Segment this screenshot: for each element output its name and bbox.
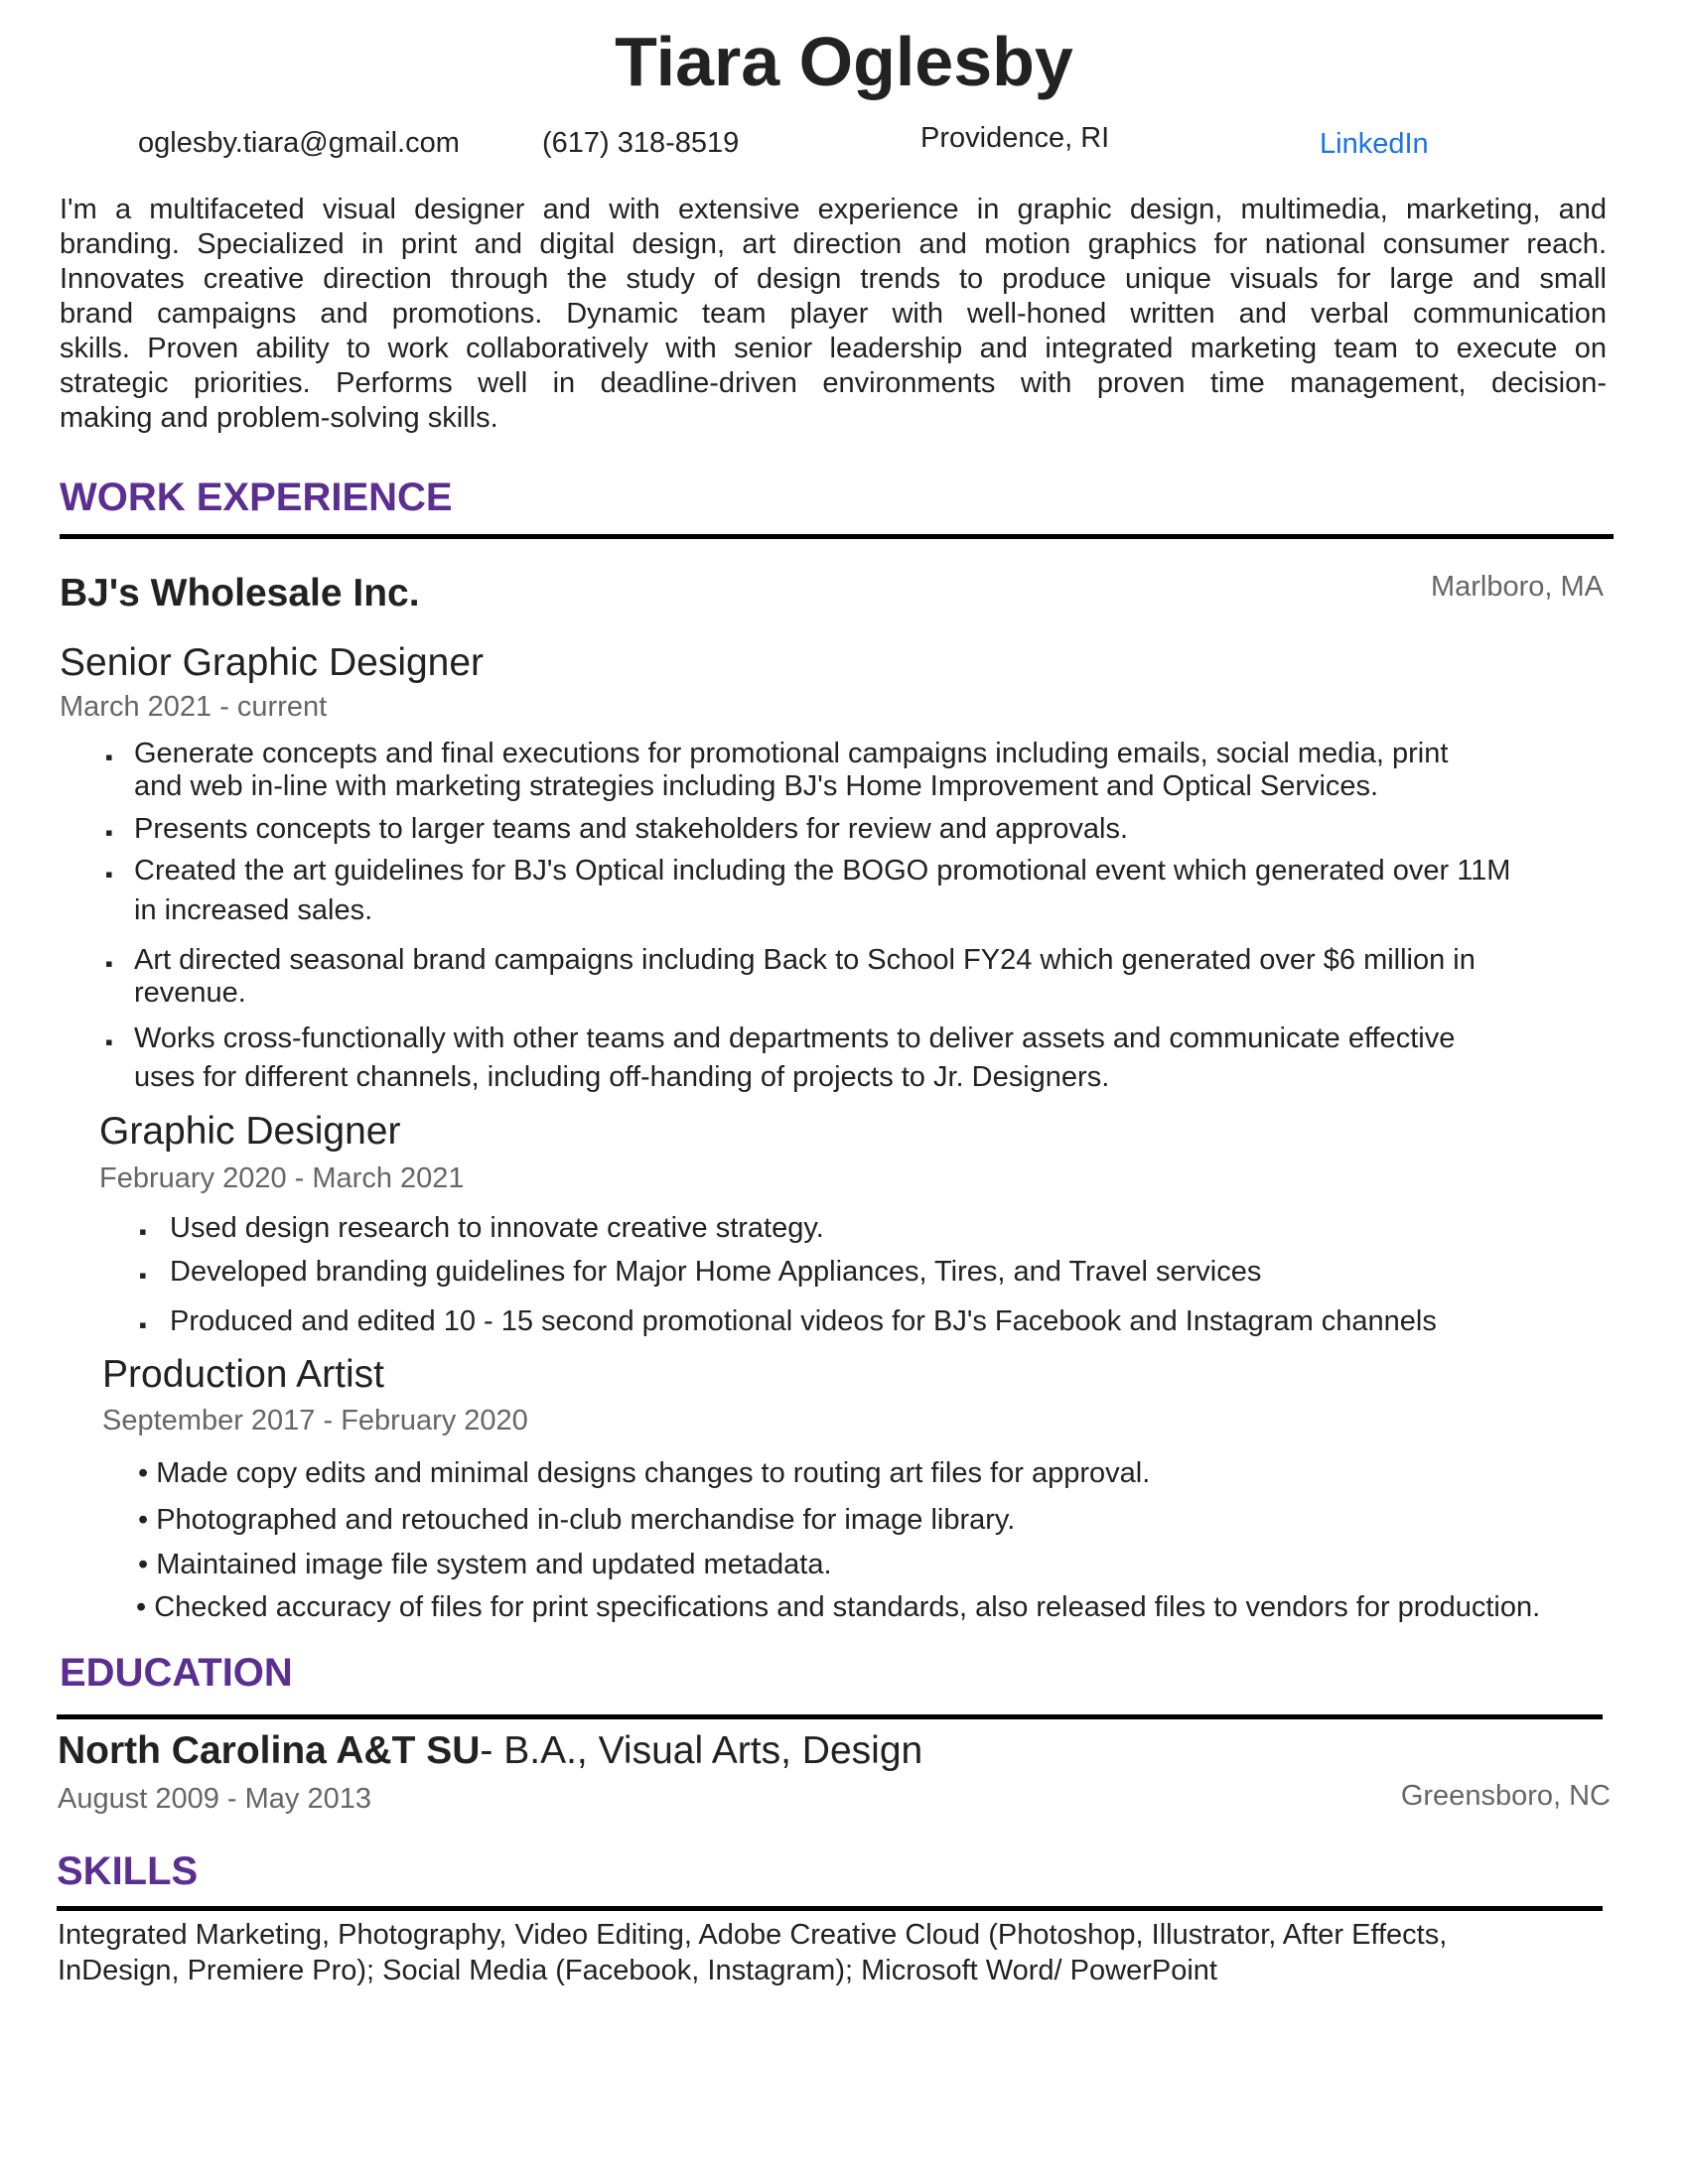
bullet-line: Used design research to innovate creative strategy. xyxy=(170,1212,824,1244)
bullet-line: Produced and edited 10 - 15 second promotional videos for BJ's Facebook and Instagram channels xyxy=(170,1305,1437,1337)
summary-line: I'm a multifaceted visual designer and with extensive experience in graphic design, multimedia, marketing, and xyxy=(60,194,1607,225)
bullet-line: in increased sales. xyxy=(134,894,373,926)
skills-line: Integrated Marketing, Photography, Video Editing, Adobe Creative Cloud (Photoshop, Illustrator, After Effects, xyxy=(58,1919,1448,1951)
role-dates: September 2017 - February 2020 xyxy=(102,1405,528,1436)
company-location: Marlboro, MA xyxy=(1430,571,1604,603)
skills-line: InDesign, Premiere Pro); Social Media (Facebook, Instagram); Microsoft Word/ PowerPoint xyxy=(58,1955,1217,1986)
summary-line: strategic priorities. Performs well in deadline-driven environments with proven time management, decision- xyxy=(60,367,1607,399)
bullet-line: Created the art guidelines for BJ's Optical including the BOGO promotional event which generated over 11M xyxy=(134,855,1511,887)
education-entry xyxy=(58,1728,922,1775)
linkedin-link[interactable]: LinkedIn xyxy=(1320,128,1429,160)
summary-line: branding. Specialized in print and digital design, art direction and motion graphics for national consumer reach. xyxy=(60,228,1607,260)
degree: - B.A., Visual Arts, Design xyxy=(480,1729,923,1772)
bullet-line: revenue. xyxy=(134,977,246,1009)
school-name: North Carolina A&T SU xyxy=(58,1729,481,1772)
summary-line: Innovates creative direction through the study of design trends to produce unique visuals for large and small xyxy=(60,263,1607,295)
summary-line: brand campaigns and promotions. Dynamic team player with well-honed written and verbal communication xyxy=(60,298,1607,330)
section-heading-work: WORK EXPERIENCE xyxy=(60,476,453,519)
role-dates: February 2020 - March 2021 xyxy=(99,1162,465,1194)
contact-phone: (617) 318-8519 xyxy=(542,127,740,159)
bullet-line: • Photographed and retouched in-club merchandise for image library. xyxy=(138,1504,1016,1536)
bullet-line: • Checked accuracy of files for print specifications and standards, also released files to vendors for production. xyxy=(136,1591,1541,1623)
bullet-line: Presents concepts to larger teams and stakeholders for review and approvals. xyxy=(134,813,1129,845)
role-title: Production Artist xyxy=(102,1353,384,1396)
contact-location: Providence, RI xyxy=(920,122,1110,154)
bullet-icon: ▪ xyxy=(105,1029,113,1054)
section-heading-education: EDUCATION xyxy=(60,1651,293,1695)
bullet-line: Works cross-functionally with other teams and departments to deliver assets and communicate effective xyxy=(134,1023,1456,1054)
role-dates: March 2021 - current xyxy=(60,691,328,723)
section-divider xyxy=(57,1906,1603,1911)
bullet-line: Developed branding guidelines for Major Home Appliances, Tires, and Travel services xyxy=(170,1256,1262,1288)
bullet-line: • Made copy edits and minimal designs changes to routing art files for approval. xyxy=(138,1457,1151,1489)
bullet-icon: ▪ xyxy=(139,1219,147,1244)
summary-line: making and problem-solving skills. xyxy=(60,402,498,434)
education-location: Greensboro, NC xyxy=(1400,1780,1611,1812)
role-title: Graphic Designer xyxy=(99,1110,401,1153)
bullet-line: Art directed seasonal brand campaigns including Back to School FY24 which generated over $6 million in xyxy=(134,944,1476,976)
bullet-line: and web in-line with marketing strategies including BJ's Home Improvement and Optical Services. xyxy=(134,770,1379,802)
section-divider xyxy=(60,534,1614,539)
bullet-line: Generate concepts and final executions for promotional campaigns including emails, social media, print xyxy=(134,738,1449,769)
bullet-icon: ▪ xyxy=(139,1312,147,1337)
section-divider xyxy=(57,1714,1603,1719)
bullet-icon: ▪ xyxy=(105,951,113,976)
section-heading-skills: SKILLS xyxy=(57,1849,199,1893)
bullet-line: uses for different channels, including off-handing of projects to Jr. Designers. xyxy=(134,1061,1110,1093)
company-name: BJ's Wholesale Inc. xyxy=(60,572,420,614)
bullet-icon: ▪ xyxy=(139,1263,147,1288)
summary-line: skills. Proven ability to work collaboratively with senior leadership and integrated marketing team to execute on xyxy=(60,333,1607,364)
education-dates: August 2009 - May 2013 xyxy=(58,1783,371,1815)
bullet-icon: ▪ xyxy=(105,820,113,845)
bullet-icon: ▪ xyxy=(105,862,113,887)
role-title: Senior Graphic Designer xyxy=(60,641,485,684)
candidate-name: Tiara Oglesby xyxy=(615,23,1073,100)
contact-email[interactable]: oglesby.tiara@gmail.com xyxy=(138,127,460,159)
bullet-icon: ▪ xyxy=(105,745,113,769)
bullet-line: • Maintained image file system and updated metadata. xyxy=(138,1549,832,1580)
